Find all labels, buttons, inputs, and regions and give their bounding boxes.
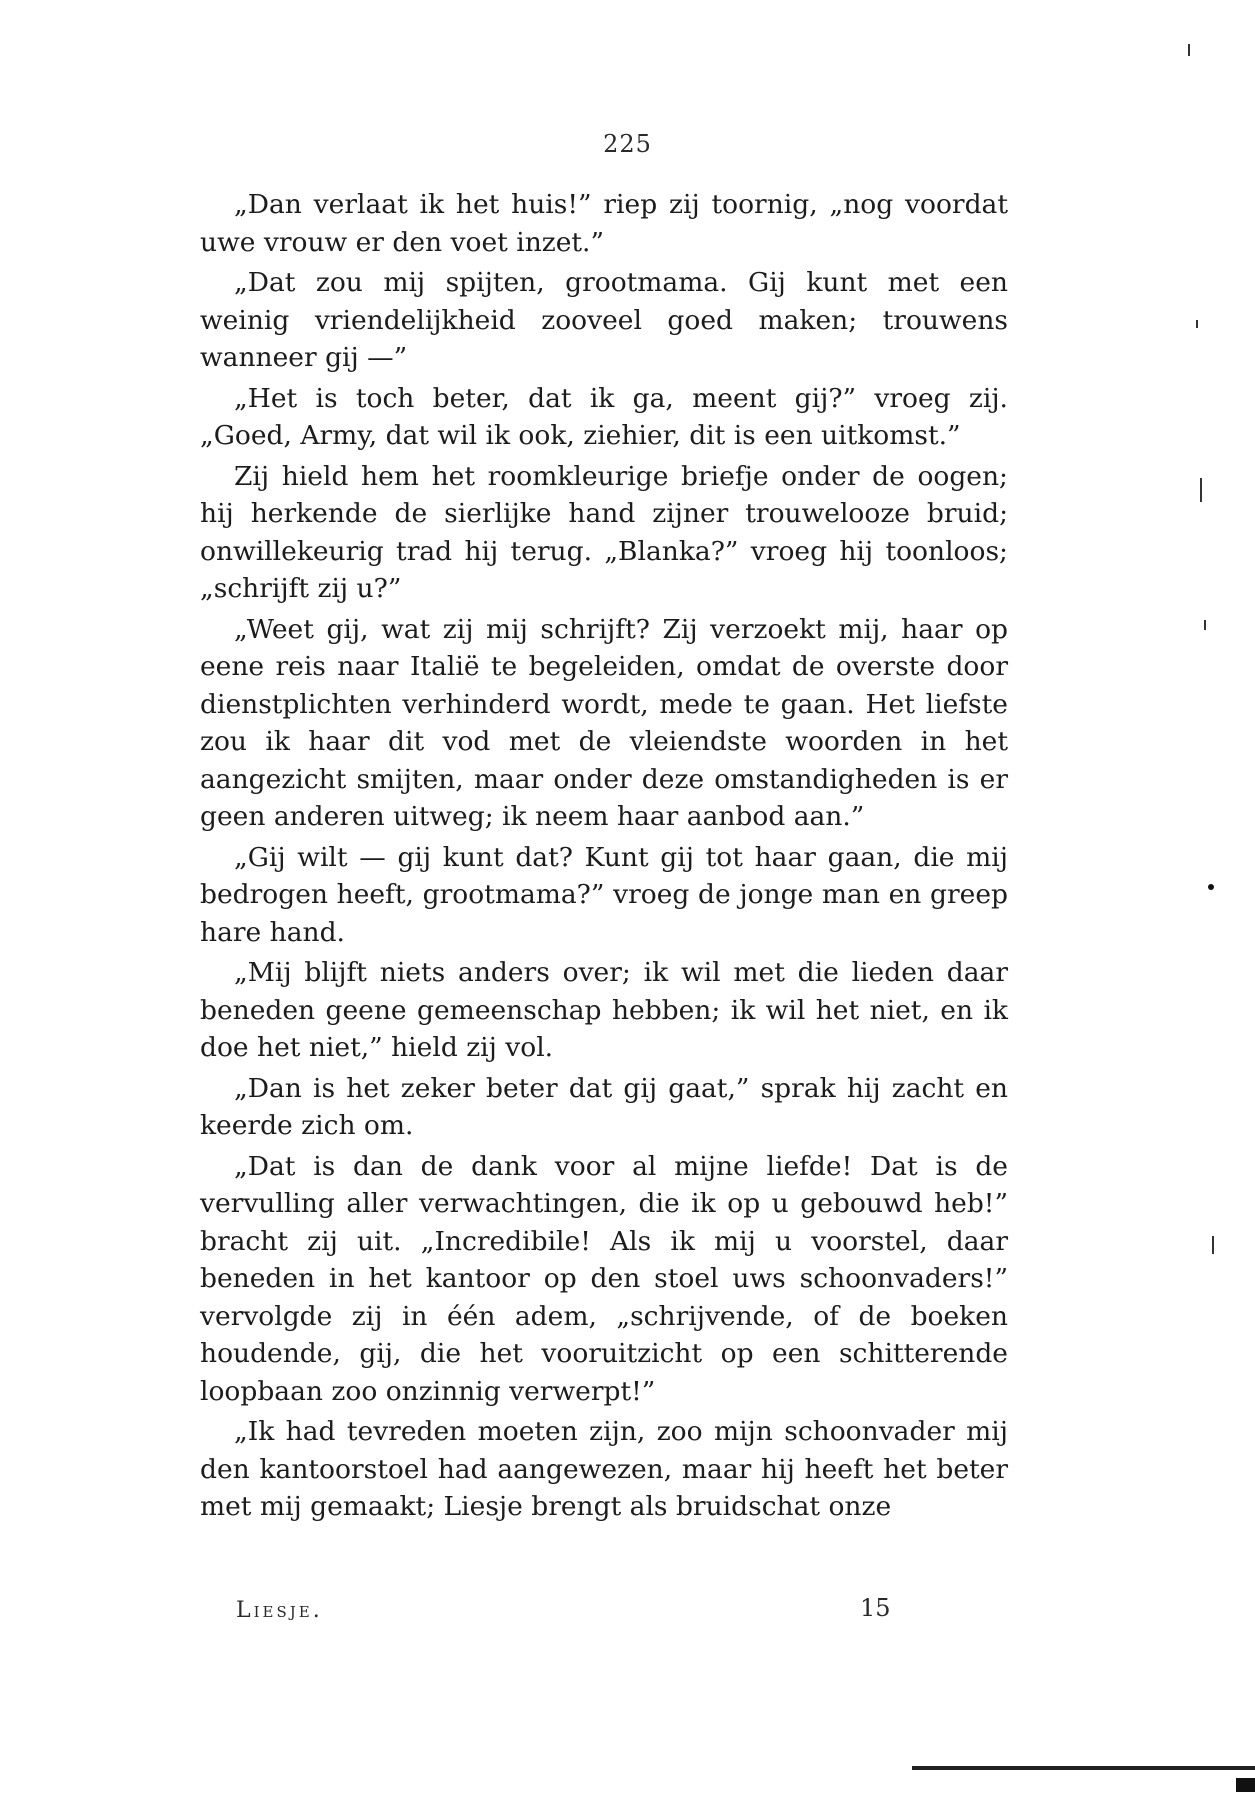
paragraph-7: „Mij blijft niets anders over; ik wil met die lieden daar beneden geene gemeenschap hebben; ik wil het niet, en ik doe het niet,” hield zij vol. (200, 957, 1008, 1063)
signature-mark: Liesje. (236, 1598, 323, 1623)
paragraph-5: „Weet gij, wat zij mij schrijft? Zij verzoekt mij, haar op eene reis naar Italië te begeleiden, omdat de overste door dienstplichten verhinderd wordt, mede te gaan. Het liefste zou ik haar dit vod met de vleiendste woorden in het aangezicht smijten, maar onder deze omstandigheden is er geen anderen uitweg; ik neem haar aanbod aan.” (200, 613, 1008, 832)
paragraph-9: „Dat is dan de dank voor al mijne liefde! Dat is de vervulling aller verwachtingen, die ik op u gebouwd heb!” bracht zij uit. „Incredibile! Als ik mij u voorstel, daar beneden in het kantoor op den stoel uws schoonvaders!” vervolgde zij in één adem, „schrijvende, of de boeken houdende, gij, die het vooruitzicht op een schitterende loopbaan zoo onzinnig verwerpt!” (200, 1150, 1008, 1407)
scan-artifact-right-2 (1200, 478, 1202, 502)
scan-artifact-top (1188, 44, 1190, 56)
paragraph-2: „Dat zou mij spijten, grootmama. Gij kunt met een weinig vriendelijkheid zooveel goed maken; trouwens wanneer gij —” (200, 267, 1008, 373)
scan-artifact-right-3 (1204, 620, 1206, 630)
scan-artifact-right-1 (1196, 320, 1198, 328)
paragraph-3: „Het is toch beter, dat ik ga, meent gij?” vroeg zij. „Goed, Army, dat wil ik ook, ziehier, dit is een uitkomst.” (200, 382, 1008, 451)
paragraph-1: „Dan verlaat ik het huis!” riep zij toornig, „nog voordat uwe vrouw er den voet inzet.” (200, 189, 1008, 258)
paragraph-8: „Dan is het zeker beter dat gij gaat,” sprak hij zacht en keerde zich om. (200, 1072, 1008, 1141)
body-text (200, 186, 1008, 1526)
page-footer (0, 1594, 1255, 1634)
paragraph-4: Zij hield hem het roomkleurige briefje onder de oogen; hij herkende de sierlijke hand zijner trouwelooze bruid; onwillekeurig trad hij terug. „Blanka?” vroeg hij toonloos; „schrijft zij u?” (200, 460, 1008, 604)
sheet-number: 15 (860, 1594, 891, 1622)
paragraph-10: „Ik had tevreden moeten zijn, zoo mijn schoonvader mij den kantoorstoel had aangewezen, maar hij heeft het beter met mij gemaakt; Liesje brengt als bruidschat onze (200, 1416, 1008, 1522)
scan-artifact-corner (1236, 1778, 1255, 1792)
scan-artifact-dot (1208, 884, 1214, 890)
paragraph-6: „Gij wilt — gij kunt dat? Kunt gij tot haar gaan, die mij bedrogen heeft, grootmama?” vroeg de jonge man en greep hare hand. (200, 841, 1008, 948)
page-number: 225 (603, 130, 652, 158)
scan-artifact-right-4 (1212, 1236, 1214, 1254)
scan-artifact-bottom-bar (912, 1766, 1255, 1770)
